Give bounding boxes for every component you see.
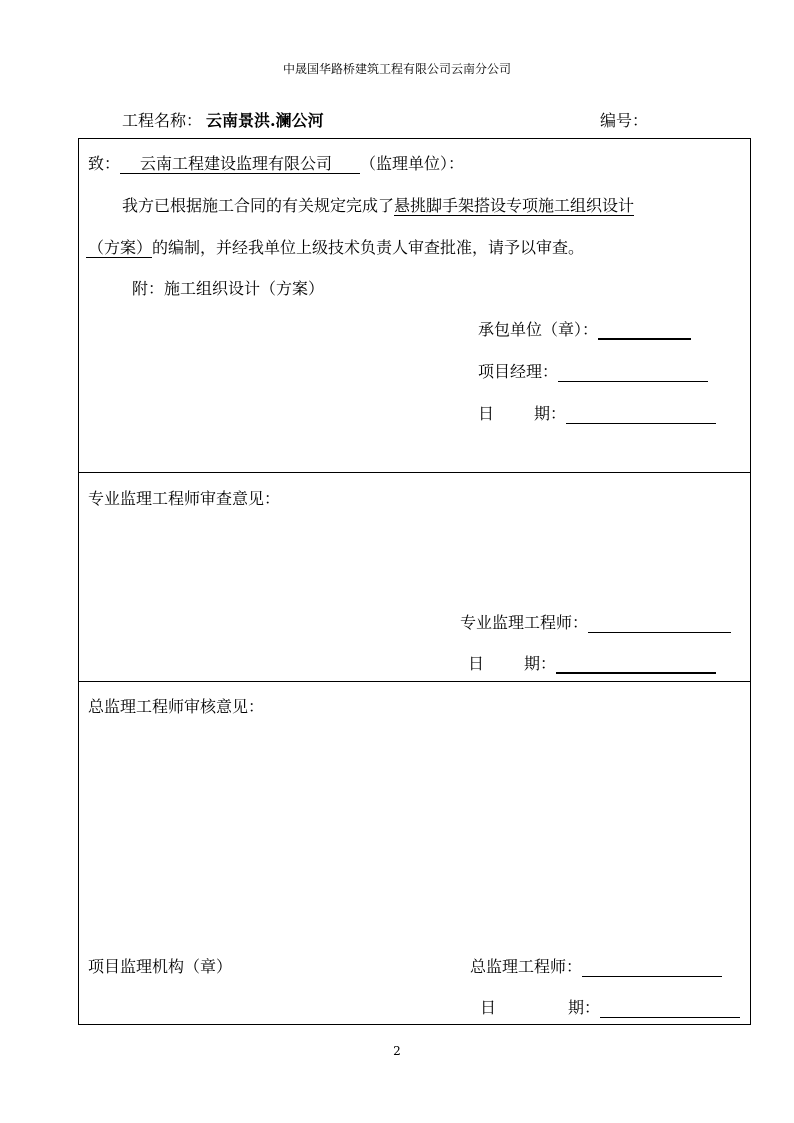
date-field-3[interactable] bbox=[600, 1002, 740, 1018]
contractor-row bbox=[478, 317, 691, 340]
body-line-1 bbox=[122, 193, 634, 216]
date-row-1 bbox=[478, 401, 716, 424]
project-name-row bbox=[122, 108, 324, 131]
addressee-row bbox=[88, 151, 464, 174]
date-row-2 bbox=[468, 651, 716, 674]
contractor-signature-field[interactable] bbox=[598, 323, 691, 340]
body-subject-line1: 悬挑脚手架搭设专项施工组织设计 bbox=[394, 196, 635, 215]
company-header: 中晟国华路桥建筑工程有限公司云南分公司 bbox=[282, 62, 511, 76]
body-part1: 我方已根据施工合同的有关规定完成了 bbox=[122, 196, 395, 215]
document-number-label: 编号： bbox=[600, 111, 649, 130]
section-divider-2 bbox=[78, 681, 751, 682]
specialist-engineer-label: 专业监理工程师： bbox=[460, 613, 589, 632]
attachment-line: 附：施工组织设计（方案） bbox=[132, 279, 325, 298]
manager-row bbox=[478, 359, 708, 382]
body-part2: 的编制，并经我单位上级技术负责人审查批准，请予以审查。 bbox=[152, 238, 585, 257]
body-subject-line2: （方案） bbox=[88, 238, 153, 257]
specialist-opinion-title: 专业监理工程师审查意见： bbox=[88, 489, 281, 508]
manager-label: 项目经理： bbox=[478, 362, 559, 381]
date-label-3a: 日 bbox=[480, 998, 497, 1017]
specialist-engineer-field[interactable] bbox=[588, 617, 731, 633]
supervisor-suffix: （监理单位）： bbox=[360, 154, 465, 173]
date-label-2b: 期： bbox=[524, 654, 557, 673]
chief-opinion-title: 总监理工程师审核意见： bbox=[88, 697, 265, 716]
project-name-value: 云南景洪.澜公河 bbox=[206, 111, 324, 130]
chief-engineer-label: 总监理工程师： bbox=[470, 957, 583, 976]
body-line-2 bbox=[86, 235, 584, 258]
supervisor-name: 云南工程建设监理有限公司 bbox=[120, 155, 360, 174]
page-number: 2 bbox=[393, 1044, 401, 1058]
project-name-label: 工程名称： bbox=[122, 111, 203, 130]
contractor-label: 承包单位（章）： bbox=[478, 320, 599, 339]
specialist-engineer-row bbox=[460, 610, 731, 633]
supervision-org-label: 项目监理机构（章） bbox=[88, 957, 233, 976]
date-field-2[interactable] bbox=[556, 657, 716, 674]
chief-engineer-field[interactable] bbox=[582, 961, 722, 977]
manager-signature-field[interactable] bbox=[558, 366, 708, 382]
date-label-3b: 期： bbox=[568, 998, 601, 1017]
date-row-3 bbox=[480, 995, 740, 1018]
chief-engineer-row bbox=[470, 954, 722, 977]
form-table bbox=[78, 138, 751, 1025]
date-label-1b: 期： bbox=[534, 404, 567, 423]
to-label: 致： bbox=[88, 154, 121, 173]
date-label-2a: 日 bbox=[468, 654, 485, 673]
date-label-1a: 日 bbox=[478, 404, 495, 423]
section-divider-1 bbox=[78, 472, 751, 473]
date-field-1[interactable] bbox=[566, 408, 716, 424]
